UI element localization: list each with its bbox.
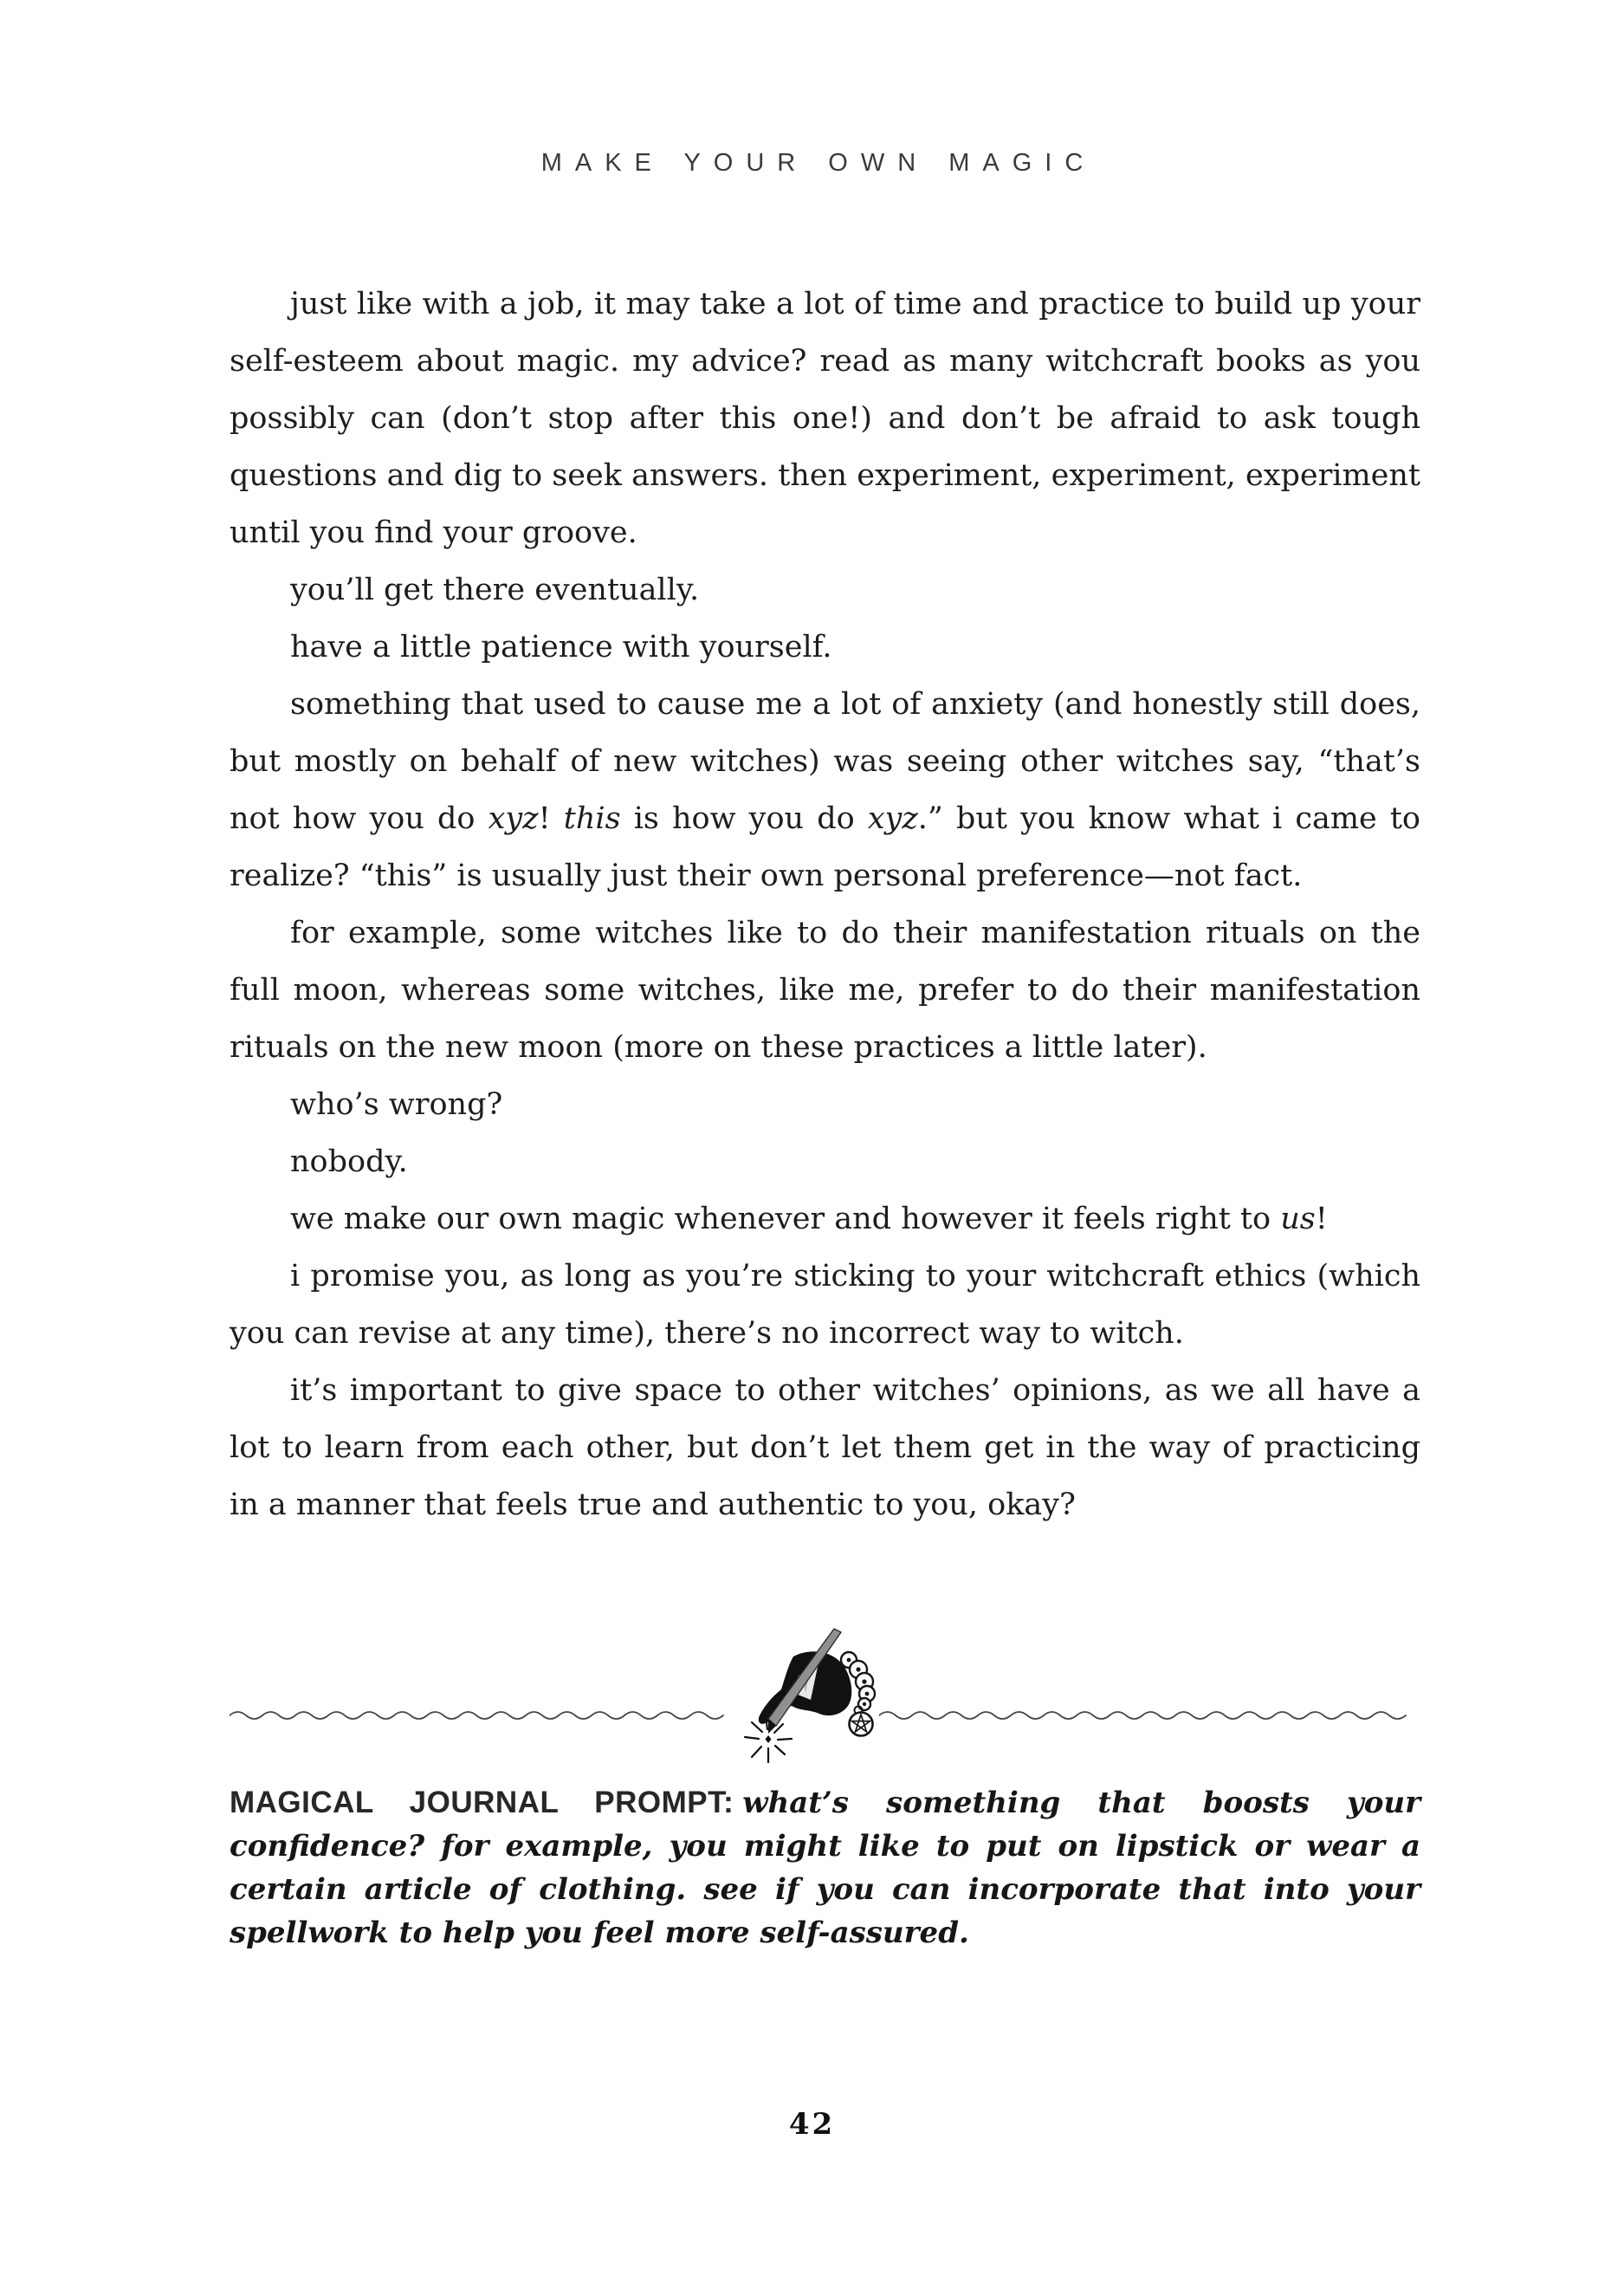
paragraph: for example, some witches like to do their manifestation rituals on the full moon, whereas some witches, like me, prefer to do their manifestation rituals on the new moon (more on these practices a little later).: [230, 916, 1420, 1065]
journal-prompt: [230, 1781, 1420, 1955]
paragraph: we make our own magic whenever and however it feels right to us!: [290, 1202, 1328, 1236]
body-text: [230, 276, 1420, 1533]
journal-prompt-label: MAGICAL JOURNAL PROMPT:: [230, 1786, 734, 1819]
journal-prompt-text: what’s something that boosts your confidence? for example, you might like to put on lipstick or wear a certain article of clothing. see if you can incorporate that into your spellwork to help you feel more self-assured.: [230, 1786, 1421, 1950]
running-head: MAKE YOUR OWN MAGIC: [540, 149, 1097, 177]
paragraph: it’s important to give space to other witches’ opinions, as we all have a lot to learn from each other, but don’t let them get in the way of practicing in a manner that feels true and authentic to you, okay?: [230, 1373, 1420, 1522]
paragraph: nobody.: [290, 1144, 408, 1179]
paragraph: you’ll get there eventually.: [290, 573, 700, 607]
paragraph: something that used to cause me a lot of anxiety (and honestly still does, but mostly on behalf of new witches) was seeing other witches say, “that’s not how you do xyz! this is how you do xyz.” but you know what i came to realize? “this” is usually just their own personal preference—not fact.: [230, 687, 1420, 893]
paragraph: i promise you, as long as you’re sticking to your witchcraft ethics (which you can revise at any time), there’s no incorrect way to witch.: [230, 1259, 1420, 1351]
paragraph: just like with a job, it may take a lot of time and practice to build up your self-esteem about magic. my advice? read as many witchcraft books as you possibly can (don’t stop after this one!) and don’t be afraid to ask tough questions and dig to seek answers. then experiment, experiment, experiment until you find your groove.: [230, 287, 1420, 550]
page-number: 42: [788, 2107, 836, 2142]
hand-holding-wand-icon: [719, 1627, 905, 1792]
section-divider: [230, 1627, 1420, 1792]
paragraph: have a little patience with yourself.: [290, 630, 832, 665]
wavy-line-icon: [230, 1707, 732, 1724]
paragraph: who’s wrong?: [290, 1087, 503, 1122]
wavy-line-icon: [879, 1707, 1420, 1724]
